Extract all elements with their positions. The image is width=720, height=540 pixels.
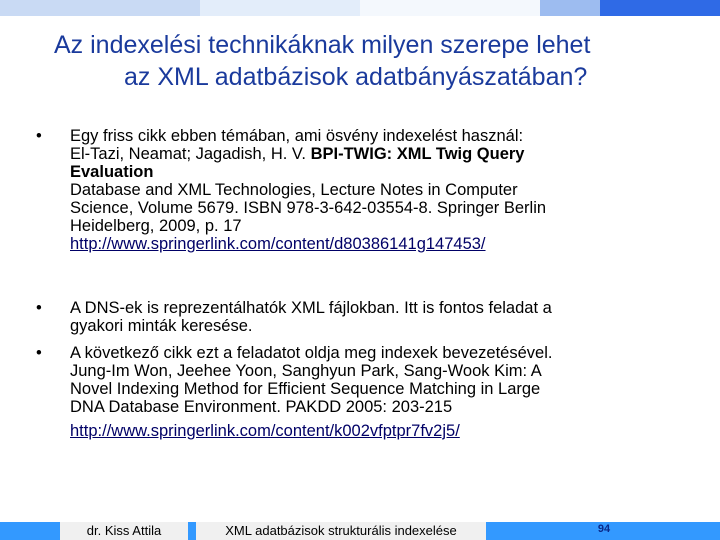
list-item-text: A következő cikk ezt a feladatot oldja meg indexek bevezetésével. (70, 344, 553, 362)
top-bar-segment (360, 0, 540, 16)
list-item-text: A DNS-ek is reprezentálhatók XML fájlokban. Itt is fontos feladat a (70, 299, 552, 317)
list-item-text: Heidelberg, 2009, p. 17 (70, 217, 242, 235)
bullet-icon: • (36, 344, 42, 362)
top-bar-segment (200, 0, 360, 16)
list-item (70, 299, 680, 335)
footer-course-title: XML adatbázisok strukturális indexelése (196, 522, 486, 540)
page-number: 94 (597, 523, 611, 535)
top-bar-segment (0, 0, 200, 16)
slide-title-line-1: Az indexelési technikáknak milyen szerepe lehet (54, 31, 591, 59)
bullet-icon: • (36, 299, 42, 317)
footer-bar (0, 522, 720, 540)
list-item (70, 127, 680, 253)
slide-title-line-2: az XML adatbázisok adatbányászatában? (124, 63, 588, 91)
top-bar-segment (540, 0, 600, 16)
article-link[interactable]: http://www.springerlink.com/content/k002vfptpr7fv2j5/ (70, 422, 460, 440)
list-item-text: DNA Database Environment. PAKDD 2005: 203-215 (70, 398, 453, 416)
footer-author: dr. Kiss Attila (60, 522, 188, 540)
top-bar-segment (600, 0, 720, 16)
article-link[interactable]: http://www.springerlink.com/content/d80386141g147453/ (70, 235, 486, 253)
citation-authors: El-Tazi, Neamat; Jagadish, H. V. (70, 145, 311, 163)
list-item-text: Egy friss cikk ebben témában, ami ösvény indexelést használ: (70, 127, 524, 145)
citation-title: BPI-TWIG: XML Twig Query (310, 145, 525, 163)
list-item-text: Jung-Im Won, Jeehee Yoon, Sanghyun Park, Sang-Wook Kim: A (70, 362, 542, 380)
list-item (70, 344, 680, 440)
top-decoration-bar (0, 0, 720, 16)
list-item-text: Database and XML Technologies, Lecture Notes in Computer (70, 181, 518, 199)
bullet-icon: • (36, 127, 42, 145)
list-item-text: gyakori minták keresése. (70, 317, 253, 335)
list-item-text: Science, Volume 5679. ISBN 978-3-642-03554-8. Springer Berlin (70, 199, 547, 217)
list-item-text (70, 145, 680, 163)
list-item-text: Novel Indexing Method for Efficient Sequence Matching in Large (70, 380, 541, 398)
citation-title-continued: Evaluation (70, 163, 154, 181)
